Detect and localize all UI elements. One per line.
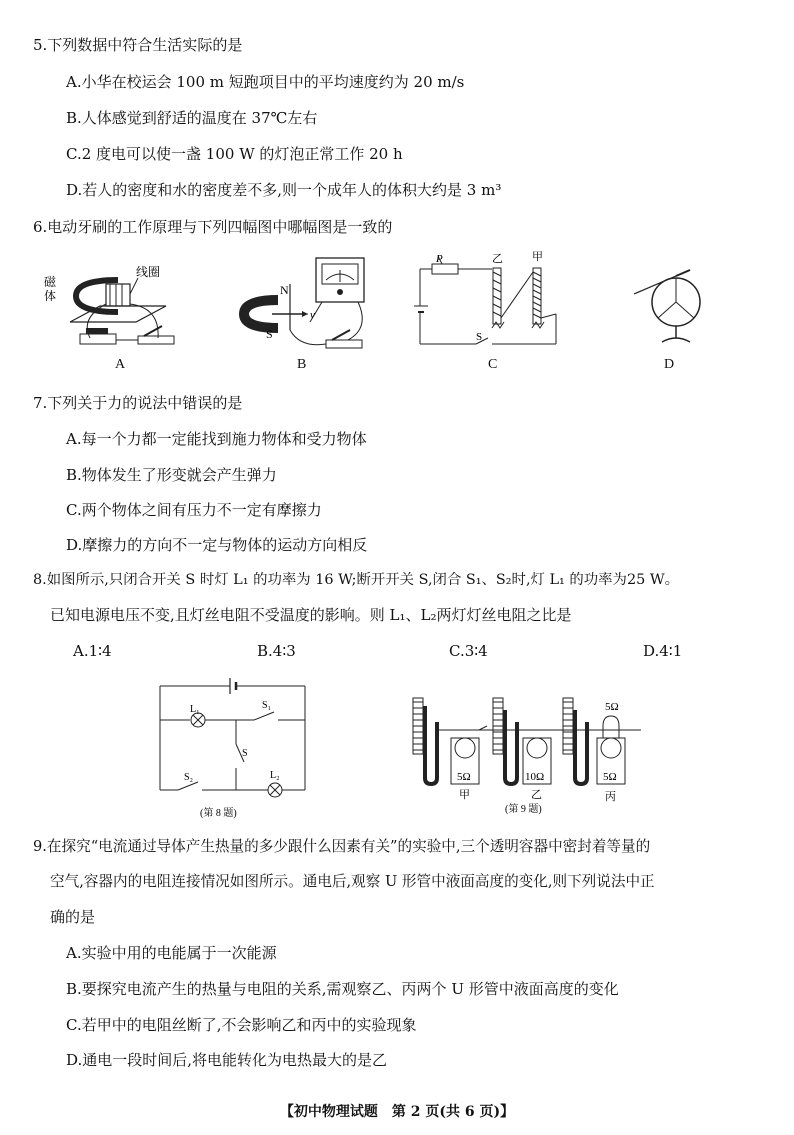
- figure-b-induction: [244, 258, 364, 348]
- q9-fig-r-top: 5Ω: [605, 701, 619, 713]
- q9-fig-yi: 乙: [531, 789, 542, 801]
- q9-fig-r2: 10Ω: [525, 771, 545, 783]
- q8-circuit-figure: [150, 672, 320, 822]
- q8-fig-l1: L₁: [190, 704, 200, 715]
- figure-c-jia-label: 甲: [532, 251, 543, 263]
- figure-a-magnet-label: 磁: [44, 275, 57, 289]
- q9-stem-line3: 确的是: [50, 908, 96, 926]
- q7-option-d: D.摩擦力的方向不一定与物体的运动方向相反: [66, 536, 368, 554]
- q7-option-c: C.两个物体之间有压力不一定有摩擦力: [66, 501, 322, 519]
- q5-option-a: A.小华在校运会 100 m 短跑项目中的平均速度约为 20 m/s: [66, 73, 465, 91]
- figure-c-yi-label: 乙: [492, 253, 503, 265]
- q5-stem: 5.下列数据中符合生活实际的是: [33, 36, 243, 54]
- q9-option-d: D.通电一段时间后,将电能转化为电热最大的是乙: [66, 1051, 388, 1069]
- q9-stem-line1: 9.在探究“电流通过导体产生热量的多少跟什么因素有关”的实验中,三个透明容器中密封着等量的: [33, 838, 651, 855]
- q5-option-b: B.人体感觉到舒适的温度在 37℃左右: [66, 109, 318, 127]
- figure-b-n-pole: N: [280, 283, 289, 297]
- q9-stem-line2: 空气,容器内的电阻连接情况如图所示。通电后,观察 U 形管中液面高度的变化,则下列说法中正: [50, 873, 655, 890]
- figure-b-label: B: [297, 357, 307, 372]
- q9-option-b: B.要探究电流产生的热量与电阻的关系,需观察乙、丙两个 U 形管中液面高度的变化: [66, 980, 619, 998]
- q9-utube-figure: [405, 686, 745, 816]
- figure-a-coil-label: 线圈: [136, 265, 161, 279]
- figure-a-body-label: 体: [44, 289, 57, 303]
- figure-b-velocity: v: [310, 309, 315, 321]
- page-footer: 【初中物理试题 第 2 页(共 6 页)】: [279, 1104, 515, 1120]
- q9-fig-caption: (第 9 题): [505, 804, 542, 815]
- figure-d-motor: [634, 270, 700, 342]
- figure-c-switch-label: S: [476, 331, 483, 343]
- figure-b-s-pole: S: [266, 327, 273, 341]
- q8-stem-line1: 8.如图所示,只闭合开关 S 时灯 L₁ 的功率为 16 W;断开开关 S,闭合 S₁、S₂时,灯 L₁ 的功率为25 W。: [33, 572, 680, 588]
- q9-option-a: A.实验中用的电能属于一次能源: [66, 944, 277, 962]
- q8-fig-s: S: [242, 748, 248, 759]
- figure-a-label: A: [115, 357, 126, 372]
- figure-a-generator: [70, 278, 174, 344]
- figure-c-p-label: P: [436, 253, 443, 265]
- figure-d-label: D: [664, 357, 675, 372]
- q9-fig-jia: 甲: [459, 789, 470, 801]
- q9-fig-r3: 5Ω: [603, 771, 617, 783]
- q8-fig-s1: S₁: [262, 700, 272, 711]
- q8-fig-l2: L₂: [270, 770, 280, 781]
- q8-option-c: C.3∶4: [449, 642, 488, 660]
- q8-option-a: A.1∶4: [73, 642, 112, 660]
- q5-option-d: D.若人的密度和水的密度差不多,则一个成年人的体积大约是 3 m³: [66, 181, 502, 199]
- q5-option-c: C.2 度电可以使一盏 100 W 的灯泡正常工作 20 h: [66, 145, 403, 163]
- q7-option-a: A.每一个力都一定能找到施力物体和受力物体: [66, 430, 367, 448]
- q7-option-b: B.物体发生了形变就会产生弹力: [66, 466, 277, 484]
- q8-option-b: B.4∶3: [257, 642, 296, 660]
- figure-c-electromagnet: [414, 256, 556, 344]
- q8-fig-caption: (第 8 题): [200, 808, 237, 819]
- q9-fig-r1: 5Ω: [457, 771, 471, 783]
- q9-option-c: C.若甲中的电阻丝断了,不会影响乙和丙中的实验现象: [66, 1016, 417, 1034]
- q9-fig-bing: 丙: [605, 791, 616, 803]
- figure-c-label: C: [488, 357, 498, 372]
- q6-stem: 6.电动牙刷的工作原理与下列四幅图中哪幅图是一致的: [33, 218, 393, 236]
- q8-fig-s2: S₂: [184, 772, 194, 783]
- q7-stem: 7.下列关于力的说法中错误的是: [33, 394, 243, 412]
- q8-option-d: D.4∶1: [643, 642, 683, 660]
- q6-figures: [40, 248, 740, 378]
- q8-stem-line2: 已知电源电压不变,且灯丝电阻不受温度的影响。则 L₁、L₂两灯灯丝电阻之比是: [50, 606, 572, 624]
